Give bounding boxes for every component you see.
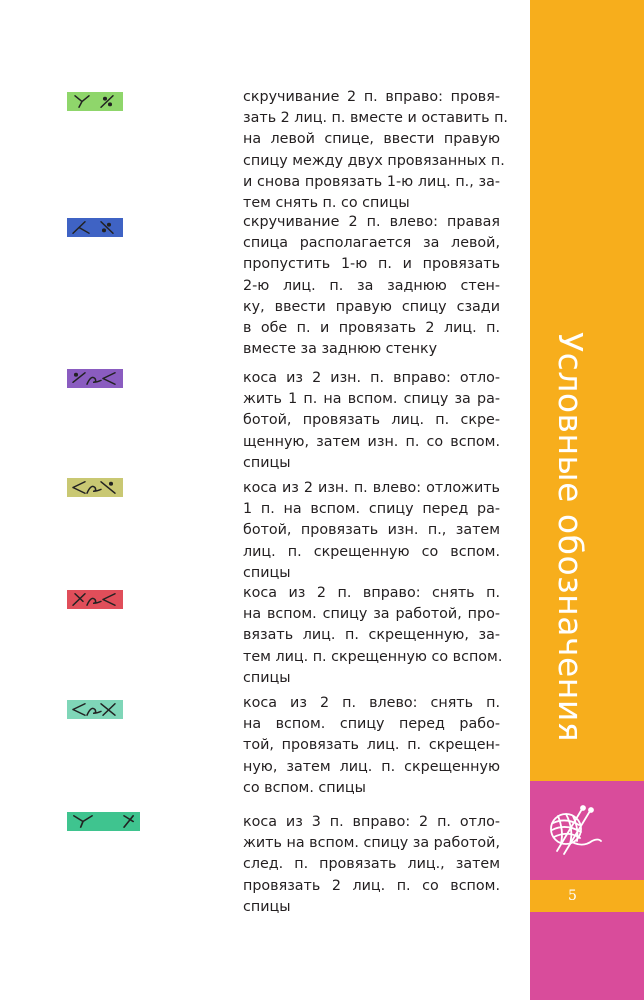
description-line: вязать лиц. п. скрещенную, за- <box>243 627 500 644</box>
legend-description <box>243 583 503 689</box>
description-line: коса из 3 п. вправо: 2 п. отло- <box>243 814 500 830</box>
legend-description <box>243 87 508 214</box>
description-line: тем снять п. со спицы <box>243 195 410 212</box>
description-line: жить 1 п. на вспом. спицу за ра- <box>243 391 500 408</box>
legend-description <box>243 368 500 474</box>
chapter-sidebar <box>530 0 644 1000</box>
description-line: спицы <box>243 669 291 686</box>
description-line: зать 2 лиц. п. вместе и оставить п. <box>243 110 508 127</box>
left-twist-2-symbol-icon <box>67 218 123 237</box>
description-line: скручивание 2 п. влево: правая <box>243 214 500 230</box>
description-line: скручивание 2 п. вправо: провя- <box>243 89 500 105</box>
purl-cable-2-left-symbol-icon <box>67 478 123 497</box>
description-line: коса из 2 изн. п. вправо: отло- <box>243 370 500 386</box>
description-line: спицы <box>243 564 291 581</box>
legend-description <box>243 693 500 799</box>
description-line: провязать 2 лиц. п. со вспом. <box>243 877 500 894</box>
description-line: щенную, затем изн. п. со вспом. <box>243 433 500 450</box>
right-twist-2-symbol-icon <box>67 92 123 111</box>
description-line: на вспом. спицу за работой, про- <box>243 606 500 623</box>
legend-description <box>243 212 500 360</box>
description-line: 2-ю лиц. п. за заднюю стен- <box>243 277 500 294</box>
page-number: 5 <box>568 888 577 904</box>
description-line: ботой, провязать изн. п., затем <box>243 522 500 539</box>
description-line: спицы <box>243 454 291 471</box>
description-line: той, провязать лиц. п. скрещен- <box>243 737 500 754</box>
description-line: тем лиц. п. скрещенную со вспом. <box>243 648 503 665</box>
description-line: лиц. п. скрещенную со вспом. <box>243 543 500 560</box>
purl-cable-2-right-symbol-icon <box>67 369 123 388</box>
description-line: спица располагается за левой, <box>243 235 500 252</box>
description-line: коса из 2 п. влево: снять п. <box>243 695 500 711</box>
description-line: ботой, провязать лиц. п. скре- <box>243 412 500 429</box>
chapter-title-text: Условные обозначения <box>551 332 590 743</box>
yarn-ball-needles-icon <box>544 803 602 859</box>
description-line: ную, затем лиц. п. скрещенную <box>243 758 500 775</box>
cable-2-left-symbol-icon <box>67 700 123 719</box>
description-line: на левой спице, ввести правую <box>243 131 500 148</box>
description-line: ку, ввести правую спицу сзади <box>243 298 500 315</box>
description-line: пропустить 1-ю п. и провязать <box>243 256 500 273</box>
legend-description <box>243 812 500 918</box>
description-line: со вспом. спицы <box>243 779 366 796</box>
cable-3-right-symbol-icon <box>67 812 140 831</box>
description-line: след. п. провязать лиц., затем <box>243 856 500 873</box>
description-line: и снова провязать 1-ю лиц. п., за- <box>243 173 500 190</box>
description-line: спицы <box>243 898 291 915</box>
description-line: вместе за заднюю стенку <box>243 341 438 358</box>
description-line: в обе п. и провязать 2 лиц. п. <box>243 320 500 337</box>
description-line: коса из 2 п. вправо: снять п. <box>243 585 500 601</box>
description-line: коса из 2 изн. п. влево: отложить <box>243 480 500 496</box>
description-line: спицу между двух провязанных п. <box>243 152 505 169</box>
legend-description <box>243 478 500 584</box>
cable-2-right-symbol-icon <box>67 590 123 609</box>
description-line: 1 п. на вспом. спицу перед ра- <box>243 501 500 518</box>
description-line: жить на вспом. спицу за работой, <box>243 835 500 852</box>
sidebar-pink-band-bottom <box>530 912 644 1000</box>
description-line: на вспом. спицу перед рабо- <box>243 716 500 733</box>
